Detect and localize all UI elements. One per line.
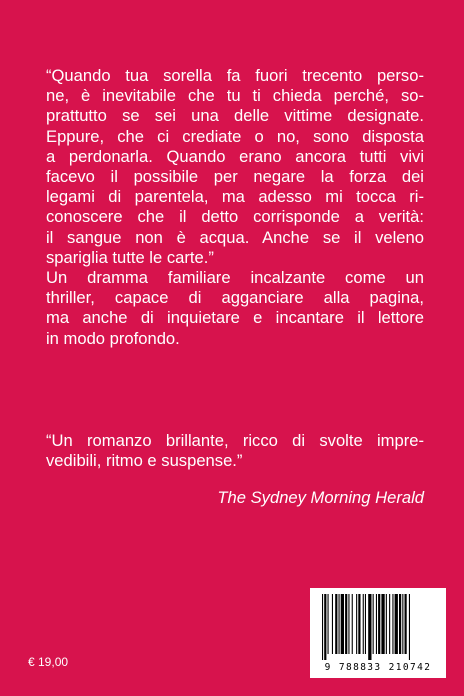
barcode-bar xyxy=(409,594,410,660)
barcode-bar xyxy=(356,594,357,654)
barcode-bar xyxy=(368,594,371,660)
blurb-line: a perdonarla. Quando erano ancora tutti vivi xyxy=(46,146,424,166)
review-line: “Un romanzo brillante, ricco di svolte impre- xyxy=(46,431,424,450)
barcode-bar xyxy=(324,594,326,660)
barcode-bar xyxy=(339,594,340,654)
barcode-bar xyxy=(392,594,393,654)
barcode-bar xyxy=(381,594,384,654)
barcode-number: 9 788833 210742 xyxy=(324,662,432,673)
barcode-bars xyxy=(310,588,446,662)
barcode-bar xyxy=(402,594,403,654)
price-label: € 19,00 xyxy=(28,655,69,669)
barcode-bar xyxy=(389,594,390,654)
blurb-line: thriller, capace di agganciare alla pagina, xyxy=(46,288,424,308)
blurb-line: “Quando tua sorella fa fuori trecento perso- xyxy=(46,66,424,85)
blurb-line: conoscere che il detto corrisponde a verità: xyxy=(46,207,424,227)
barcode-bar xyxy=(373,594,374,654)
barcode-bar xyxy=(332,594,333,654)
blurb-line: sparigliа tutte le carte.” xyxy=(46,247,214,267)
barcode-bar xyxy=(328,594,329,654)
barcode-bar xyxy=(399,594,401,654)
blurb-text xyxy=(46,66,424,349)
barcode-bar xyxy=(341,594,344,654)
blurb-line: facevo il possibile per negare la forza dei xyxy=(46,167,424,187)
review-quote xyxy=(46,431,424,471)
blurb-line: ma anche di inquietare e incantare il lettore xyxy=(46,308,424,328)
barcode-bar xyxy=(322,594,323,660)
blurb-line: legami di parentela, ma adesso mi tocca ri- xyxy=(46,187,424,207)
barcode-bar xyxy=(348,594,349,654)
blurb-line: prattutto se sei una delle vittime designate. xyxy=(46,106,424,126)
barcode-bar xyxy=(352,594,353,654)
barcode-bar xyxy=(378,594,380,654)
blurb-line: ne, è inevitabile che tu ti chieda perché, so- xyxy=(46,86,424,106)
review-source: The Sydney Morning Herald xyxy=(217,488,424,507)
blurb-line: in modo profondo. xyxy=(46,328,180,348)
barcode xyxy=(310,588,446,678)
barcode-bar xyxy=(358,594,360,654)
barcode-bar xyxy=(405,594,407,654)
barcode-bar xyxy=(365,594,366,654)
barcode-bar xyxy=(395,594,398,654)
blurb-line: Eppure, che ci crediate o no, sono disposta xyxy=(46,126,424,146)
barcode-bar xyxy=(376,594,377,654)
barcode-bar xyxy=(363,594,364,654)
barcode-bar xyxy=(345,594,347,654)
barcode-bar xyxy=(335,594,337,654)
blurb-line: il sangue non è acqua. Anche se il veleno xyxy=(46,227,424,247)
review-line: vedibili, ritmo e suspense.” xyxy=(46,451,243,471)
barcode-bar xyxy=(386,594,387,654)
blurb-line: Un dramma familiare incalzante come un xyxy=(46,268,424,288)
